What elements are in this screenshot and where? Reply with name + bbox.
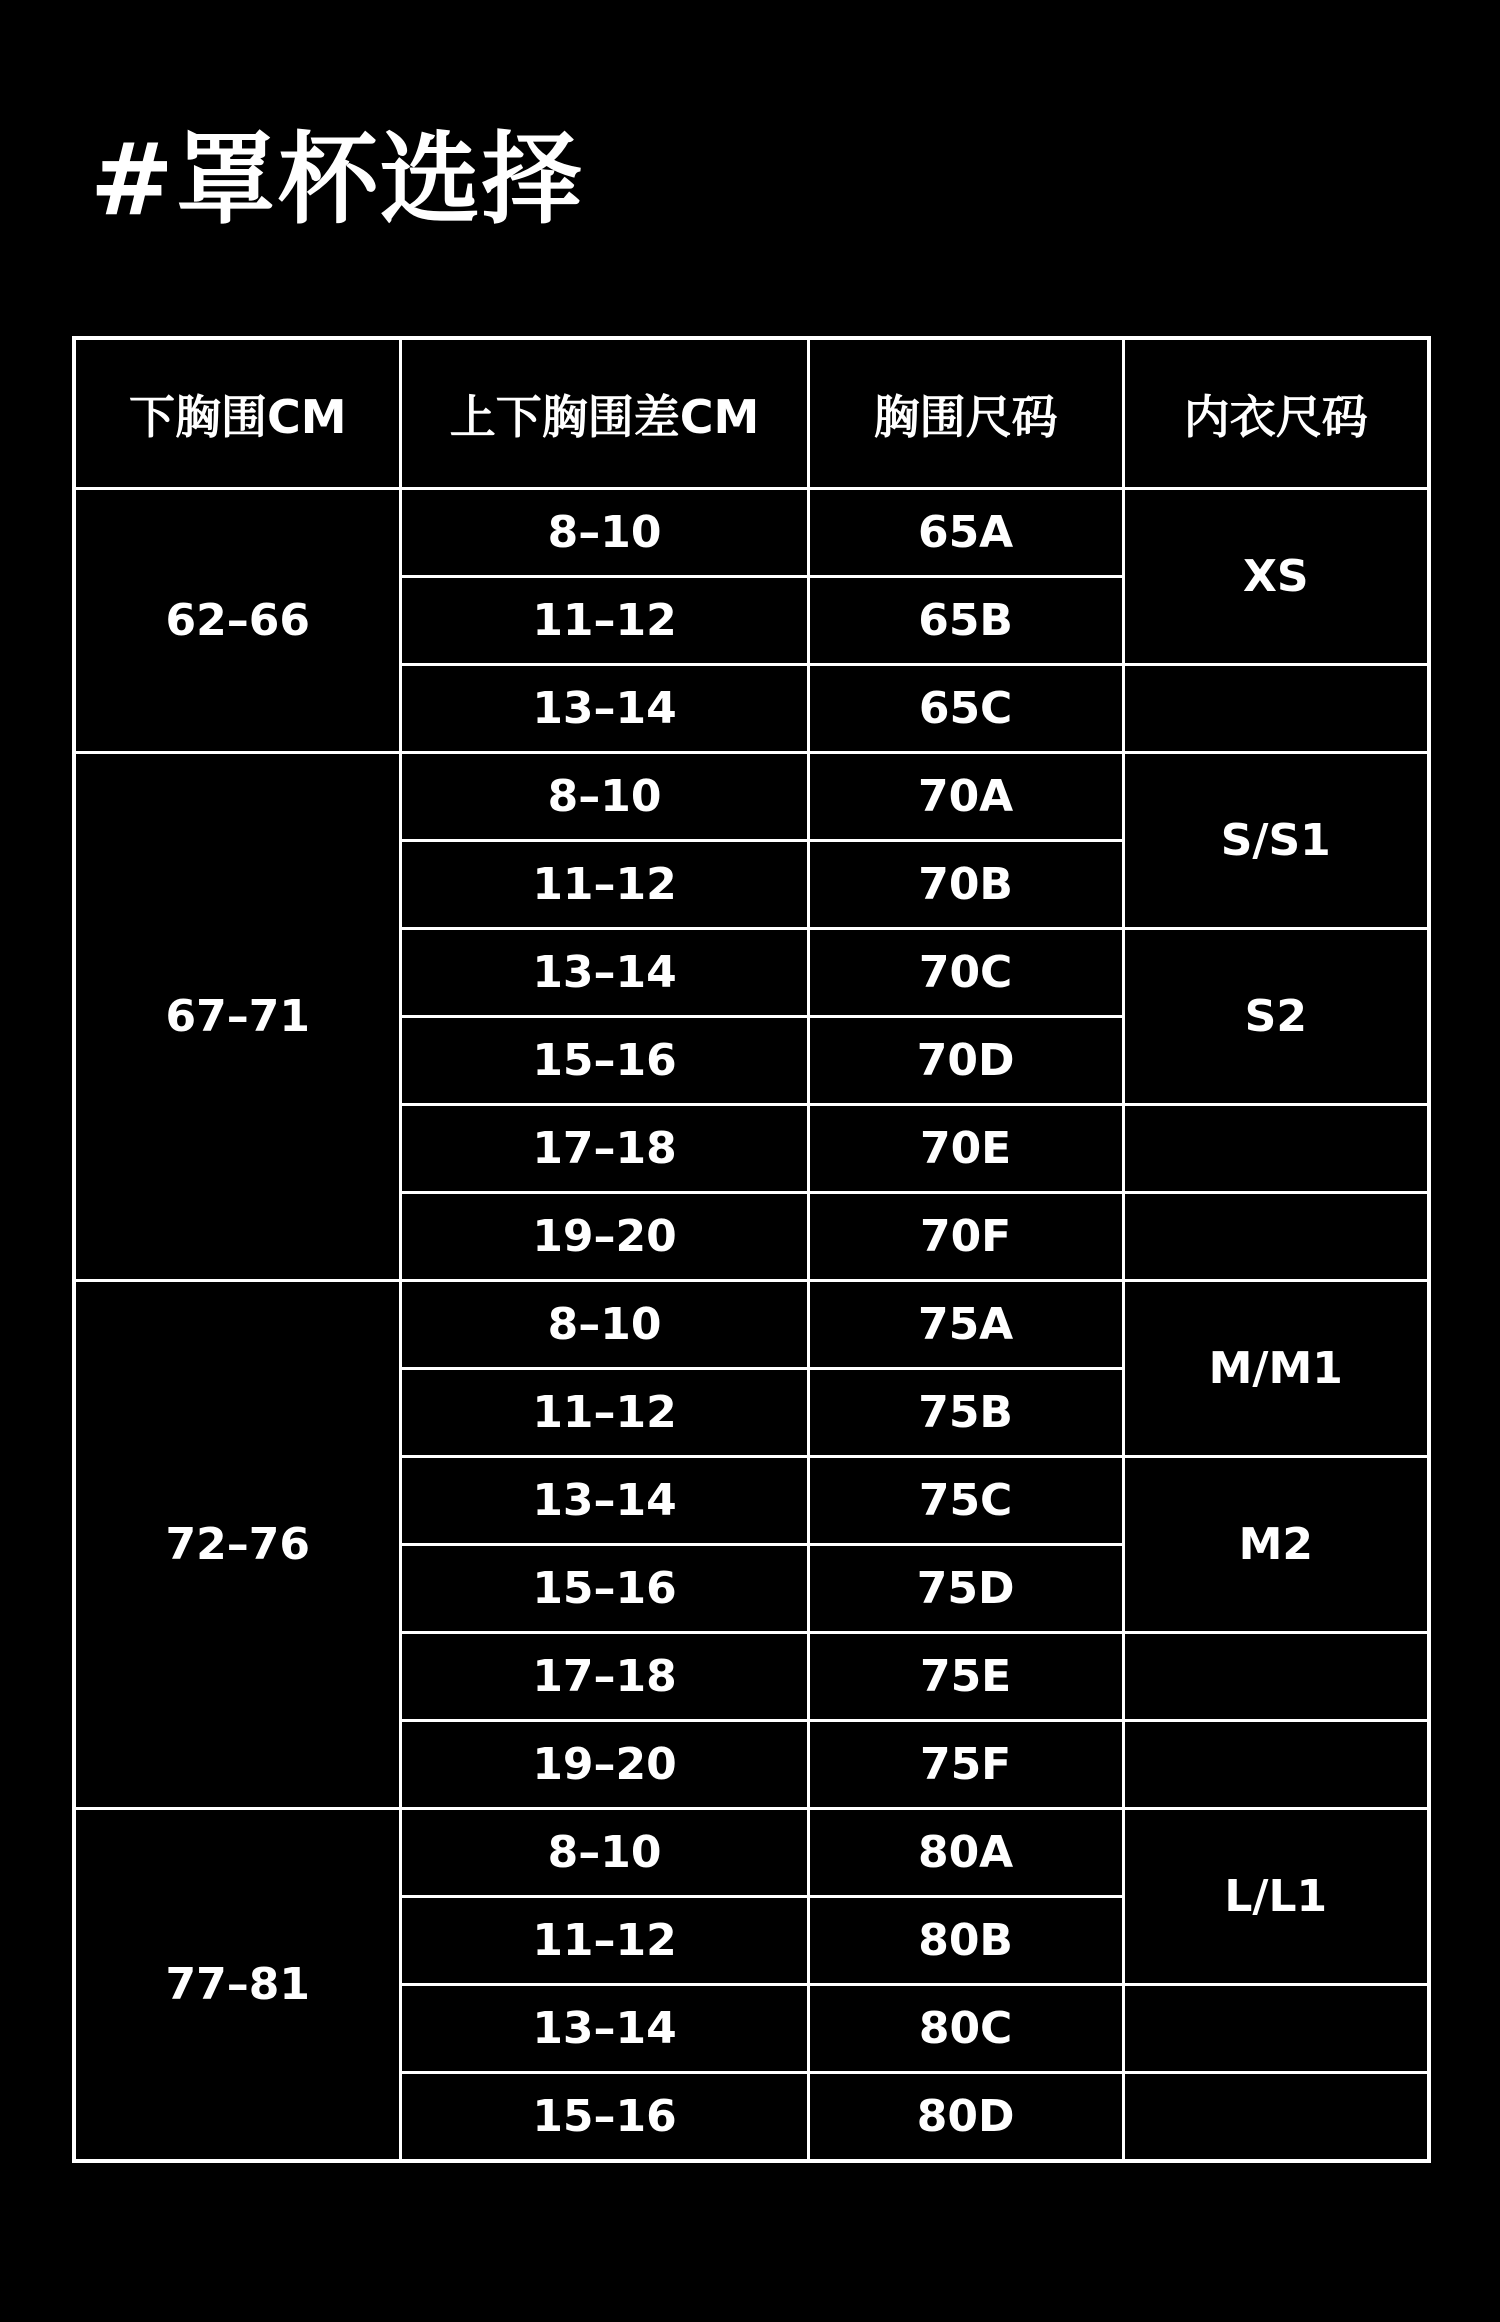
bust-difference-cell: 11–12 xyxy=(401,577,808,665)
underwear-size-cell xyxy=(1123,2073,1429,2162)
bust-difference-cell: 15–16 xyxy=(401,2073,808,2162)
bra-size-cell: 70F xyxy=(808,1193,1123,1281)
bra-size-cell: 75E xyxy=(808,1633,1123,1721)
bra-size-cell: 75F xyxy=(808,1721,1123,1809)
bust-difference-cell: 13–14 xyxy=(401,1457,808,1545)
bra-size-cell: 70B xyxy=(808,841,1123,929)
underwear-size-cell xyxy=(1123,1633,1429,1721)
underbust-range-cell: 72–76 xyxy=(74,1281,401,1809)
page-title: #罩杯选择 xyxy=(90,121,584,238)
underwear-size-cell xyxy=(1123,1193,1429,1281)
bust-difference-cell: 8–10 xyxy=(401,1809,808,1897)
underwear-size-cell: S/S1 xyxy=(1123,753,1429,929)
bust-difference-cell: 17–18 xyxy=(401,1105,808,1193)
bust-difference-cell: 15–16 xyxy=(401,1017,808,1105)
bra-size-cell: 80A xyxy=(808,1809,1123,1897)
bust-difference-cell: 13–14 xyxy=(401,665,808,753)
underwear-size-cell: M/M1 xyxy=(1123,1281,1429,1457)
header-underwear-size: 内衣尺码 xyxy=(1123,338,1429,489)
underwear-size-cell xyxy=(1123,1721,1429,1809)
header-bust-difference: 上下胸围差CM xyxy=(401,338,808,489)
bra-size-cell: 65C xyxy=(808,665,1123,753)
header-underbust: 下胸围CM xyxy=(74,338,401,489)
underbust-range-cell: 67–71 xyxy=(74,753,401,1281)
bra-size-cell: 80C xyxy=(808,1985,1123,2073)
bra-size-cell: 70A xyxy=(808,753,1123,841)
bust-difference-cell: 19–20 xyxy=(401,1721,808,1809)
bust-difference-cell: 8–10 xyxy=(401,1281,808,1369)
underwear-size-cell xyxy=(1123,1105,1429,1193)
bra-size-cell: 75B xyxy=(808,1369,1123,1457)
bust-difference-cell: 8–10 xyxy=(401,753,808,841)
cup-size-table xyxy=(72,336,1431,2163)
bra-size-cell: 80D xyxy=(808,2073,1123,2162)
bust-difference-cell: 15–16 xyxy=(401,1545,808,1633)
table-row xyxy=(74,753,1429,841)
underwear-size-cell: XS xyxy=(1123,489,1429,665)
bra-size-cell: 65A xyxy=(808,489,1123,577)
header-row xyxy=(74,338,1429,489)
underwear-size-cell xyxy=(1123,665,1429,753)
bust-difference-cell: 11–12 xyxy=(401,1897,808,1985)
underwear-size-cell: L/L1 xyxy=(1123,1809,1429,1985)
bra-size-cell: 80B xyxy=(808,1897,1123,1985)
underbust-range-cell: 62–66 xyxy=(74,489,401,753)
bra-size-cell: 65B xyxy=(808,577,1123,665)
table-row xyxy=(74,1281,1429,1369)
table-row xyxy=(74,489,1429,577)
bra-size-cell: 75C xyxy=(808,1457,1123,1545)
bust-difference-cell: 13–14 xyxy=(401,929,808,1017)
underwear-size-cell: S2 xyxy=(1123,929,1429,1105)
bust-difference-cell: 8–10 xyxy=(401,489,808,577)
bra-size-cell: 75A xyxy=(808,1281,1123,1369)
bust-difference-cell: 11–12 xyxy=(401,1369,808,1457)
header-bra-size: 胸围尺码 xyxy=(808,338,1123,489)
underbust-range-cell: 77–81 xyxy=(74,1809,401,2162)
table-header xyxy=(74,338,1429,489)
underwear-size-cell xyxy=(1123,1985,1429,2073)
table-body xyxy=(74,489,1429,2162)
bust-difference-cell: 13–14 xyxy=(401,1985,808,2073)
bra-size-cell: 70E xyxy=(808,1105,1123,1193)
bust-difference-cell: 19–20 xyxy=(401,1193,808,1281)
bra-size-cell: 75D xyxy=(808,1545,1123,1633)
underwear-size-cell: M2 xyxy=(1123,1457,1429,1633)
bust-difference-cell: 17–18 xyxy=(401,1633,808,1721)
bra-size-cell: 70D xyxy=(808,1017,1123,1105)
bra-size-cell: 70C xyxy=(808,929,1123,1017)
bust-difference-cell: 11–12 xyxy=(401,841,808,929)
table-row xyxy=(74,1809,1429,1897)
